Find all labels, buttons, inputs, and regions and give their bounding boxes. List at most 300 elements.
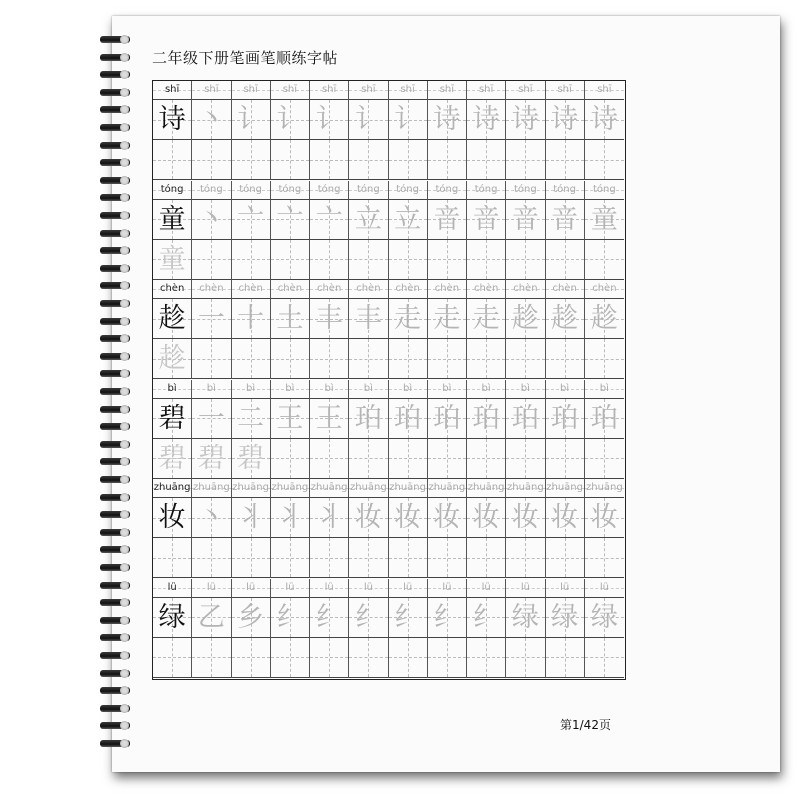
practice-cell	[349, 240, 388, 280]
pinyin-text: chèn	[434, 283, 460, 294]
stroke-order-cell	[192, 598, 231, 638]
pinyin-trace	[271, 380, 310, 399]
trace-character: 亠	[276, 203, 304, 235]
pinyin-trace	[271, 280, 310, 299]
stroke-order-cell	[389, 299, 428, 339]
trace-character: 纟	[472, 601, 500, 633]
practice-cell	[585, 538, 624, 578]
practice-cell	[153, 439, 192, 479]
pinyin-text: shī	[557, 84, 572, 95]
trace-character: 讠	[315, 104, 343, 135]
stroke-order-cell	[428, 399, 467, 439]
pinyin-trace	[310, 479, 349, 498]
spiral-coil	[96, 69, 132, 81]
stroke-order-cell	[232, 498, 271, 538]
spiral-coil	[96, 368, 132, 380]
spiral-coil	[96, 615, 132, 627]
trace-character: 趁	[158, 343, 186, 374]
stroke-order-cell	[389, 100, 428, 140]
spiral-coil	[96, 509, 132, 521]
stroke-order-cell	[585, 399, 624, 439]
stroke-order-cell	[310, 598, 349, 638]
pinyin-text: bì	[442, 382, 452, 394]
practice-cell	[428, 638, 467, 678]
trace-character: 讠	[276, 104, 304, 135]
spiral-coil	[96, 421, 132, 433]
pinyin-trace	[349, 280, 388, 299]
stroke-order-cell	[585, 299, 624, 339]
model-character-cell	[153, 299, 192, 339]
stroke-order-cell	[506, 598, 545, 638]
stroke-order-cell	[546, 200, 585, 240]
pinyin-text: zhuāng	[586, 482, 623, 493]
practice-cell	[428, 240, 467, 280]
stroke-order-cell	[585, 598, 624, 638]
pinyin-trace	[428, 380, 467, 399]
pinyin-trace	[585, 380, 624, 399]
pinyin-trace	[232, 380, 271, 399]
pinyin-trace	[349, 380, 388, 399]
spiral-coil	[96, 685, 132, 697]
pinyin-text: zhuāng	[310, 482, 348, 493]
practice-cell	[389, 638, 428, 678]
stroke-order-cell	[271, 498, 310, 538]
pinyin-trace	[585, 181, 624, 200]
spiral-coil	[96, 122, 132, 134]
pinyin-trace	[428, 579, 467, 598]
practice-cell	[349, 638, 388, 678]
pinyin-text: tóng	[396, 183, 419, 195]
practice-cell	[467, 638, 506, 678]
pinyin-text: chèn	[238, 283, 263, 294]
trace-character: 诗	[472, 104, 500, 135]
spiral-binding	[96, 34, 136, 764]
practice-cell	[506, 638, 545, 678]
trace-character: 妆	[433, 502, 461, 533]
model-character-cell	[153, 498, 192, 538]
stroke-order-cell	[349, 299, 388, 339]
stroke-order-cell	[349, 598, 388, 638]
trace-character: 绿	[511, 601, 539, 633]
pinyin-trace	[467, 479, 506, 498]
practice-cell	[389, 140, 428, 180]
practice-cell	[192, 538, 231, 578]
page-number: 第1/42页	[560, 718, 611, 732]
trace-character: 珀	[511, 402, 539, 434]
practice-cell	[232, 339, 271, 379]
spiral-coil	[96, 157, 132, 169]
spiral-coil	[96, 738, 132, 750]
trace-character: 绿	[551, 601, 579, 633]
stroke-order-cell	[506, 200, 545, 240]
spiral-coil	[96, 632, 132, 644]
pinyin-trace	[192, 81, 231, 100]
trace-character: 珀	[394, 402, 422, 434]
pinyin-trace	[585, 280, 624, 299]
stroke-order-cell	[232, 598, 271, 638]
trace-character: 妆	[472, 502, 500, 533]
pinyin-text: zhuāng	[153, 482, 191, 493]
pinyin-label	[153, 579, 192, 598]
stroke-order-cell	[271, 100, 310, 140]
pinyin-trace	[389, 579, 428, 598]
trace-character: 讠	[354, 104, 382, 135]
pinyin-text: chèn	[473, 283, 499, 294]
pinyin-trace	[389, 181, 428, 200]
practice-cell	[310, 140, 349, 180]
spiral-coil	[96, 597, 132, 609]
trace-character: 土	[276, 303, 304, 334]
trace-character: 丶	[197, 502, 225, 533]
spiral-coil	[96, 263, 132, 275]
practice-cell	[349, 439, 388, 479]
stroke-order-cell	[467, 598, 506, 638]
pinyin-text: lǜ	[481, 581, 491, 593]
trace-character: 碧	[237, 442, 265, 474]
trace-character: 王	[315, 402, 343, 434]
trace-character: 珀	[354, 402, 382, 434]
spiral-coil	[96, 333, 132, 345]
stroke-order-cell	[349, 100, 388, 140]
spiral-coil	[96, 245, 132, 257]
pinyin-text: zhuāng	[389, 482, 426, 493]
pinyin-trace	[428, 81, 467, 100]
pinyin-label	[153, 479, 192, 498]
stroke-order-cell	[232, 200, 271, 240]
practice-cell	[192, 339, 231, 379]
model-character: 诗	[158, 104, 186, 135]
stroke-order-cell	[428, 299, 467, 339]
trace-character: 十	[237, 303, 265, 334]
stroke-order-cell	[546, 299, 585, 339]
pinyin-trace	[271, 81, 310, 100]
practice-cell	[467, 240, 506, 280]
spiral-coil	[96, 544, 132, 556]
trace-character: 趁	[551, 303, 579, 334]
pinyin-trace	[506, 579, 545, 598]
pinyin-trace	[232, 81, 271, 100]
pinyin-trace	[467, 579, 506, 598]
trace-character: 立	[394, 203, 422, 235]
spiral-coil	[96, 650, 132, 662]
stroke-order-cell	[546, 498, 585, 538]
stroke-order-cell	[349, 498, 388, 538]
practice-cell	[232, 638, 271, 678]
spiral-coil	[96, 140, 132, 152]
pinyin-trace	[546, 280, 585, 299]
pinyin-text: bì	[167, 382, 177, 394]
pinyin-text: bì	[403, 382, 413, 394]
pinyin-text: shī	[361, 84, 376, 95]
practice-cell	[506, 140, 545, 180]
stroke-order-cell	[389, 498, 428, 538]
pinyin-text: shī	[321, 84, 337, 95]
stroke-order-cell	[428, 598, 467, 638]
pinyin-text: bì	[481, 382, 491, 394]
pinyin-trace	[271, 181, 310, 200]
stroke-order-cell	[428, 498, 467, 538]
stroke-order-cell	[349, 399, 388, 439]
pinyin-text: chèn	[159, 283, 185, 294]
model-character-cell	[153, 598, 192, 638]
pinyin-text: tóng	[239, 183, 262, 195]
practice-cell	[585, 240, 624, 280]
pinyin-trace	[428, 479, 467, 498]
trace-character: 走	[394, 303, 422, 334]
practice-cell	[232, 538, 271, 578]
trace-character: 丬	[315, 502, 343, 533]
pinyin-text: shī	[478, 84, 494, 95]
practice-cell	[428, 339, 467, 379]
pinyin-trace	[271, 479, 310, 498]
pinyin-text: lǜ	[285, 581, 295, 593]
practice-cell	[389, 538, 428, 578]
pinyin-text: lǜ	[167, 581, 177, 593]
pinyin-trace	[467, 380, 506, 399]
practice-cell	[467, 538, 506, 578]
stroke-order-cell	[232, 399, 271, 439]
trace-character: 亠	[315, 203, 343, 235]
stroke-order-cell	[389, 399, 428, 439]
trace-character: 乙	[197, 601, 225, 633]
trace-character: 童	[590, 203, 618, 235]
pinyin-text: shī	[597, 84, 612, 95]
stroke-order-cell	[467, 299, 506, 339]
spiral-coil	[96, 527, 132, 539]
pinyin-text: zhuāng	[546, 482, 583, 493]
spiral-coil	[96, 668, 132, 680]
practice-cell	[506, 339, 545, 379]
pinyin-label	[153, 181, 192, 200]
pinyin-trace	[310, 181, 349, 200]
pinyin-text: lǜ	[363, 581, 373, 593]
pinyin-text: lǜ	[599, 581, 609, 593]
pinyin-trace	[192, 479, 231, 498]
stroke-order-cell	[271, 299, 310, 339]
stroke-order-cell	[192, 200, 231, 240]
stroke-order-cell	[467, 200, 506, 240]
practice-cell	[428, 538, 467, 578]
spiral-coil	[96, 87, 132, 99]
trace-character: 音	[551, 203, 579, 235]
pinyin-trace	[192, 380, 231, 399]
stroke-order-cell	[585, 498, 624, 538]
stroke-order-cell	[349, 200, 388, 240]
trace-character: 一	[197, 303, 225, 334]
stroke-order-cell	[310, 299, 349, 339]
practice-grid	[152, 80, 626, 680]
stroke-order-cell	[467, 399, 506, 439]
stroke-order-cell	[192, 299, 231, 339]
practice-cell	[232, 140, 271, 180]
pinyin-trace	[232, 479, 271, 498]
pinyin-text: lǜ	[560, 581, 570, 593]
pinyin-text: chèn	[395, 283, 420, 294]
pinyin-text: zhuāng	[507, 482, 544, 493]
pinyin-text: zhuāng	[428, 482, 466, 493]
practice-cell	[310, 538, 349, 578]
trace-character: 纟	[276, 601, 304, 633]
trace-character: 纟	[315, 601, 343, 633]
practice-cell	[310, 339, 349, 379]
trace-character: 绿	[590, 601, 618, 633]
spiral-coil	[96, 298, 132, 310]
spiral-coil	[96, 52, 132, 64]
practice-cell	[585, 439, 624, 479]
pinyin-text: zhuāng	[350, 482, 387, 493]
practice-cell	[506, 538, 545, 578]
spiral-coil	[96, 104, 132, 116]
model-character: 妆	[158, 502, 186, 533]
spiral-coil	[96, 562, 132, 574]
practice-cell	[310, 638, 349, 678]
stroke-order-cell	[192, 399, 231, 439]
trace-character: 诗	[433, 104, 461, 135]
pinyin-trace	[546, 479, 585, 498]
character-block	[153, 81, 624, 180]
pinyin-text: tóng	[593, 183, 616, 195]
trace-character: 诗	[590, 104, 618, 135]
practice-cell	[310, 240, 349, 280]
pinyin-text: shī	[400, 84, 415, 95]
trace-character: 纟	[394, 601, 422, 633]
stroke-order-cell	[546, 598, 585, 638]
trace-character: 亠	[237, 203, 265, 235]
pinyin-text: zhuāng	[193, 482, 230, 493]
stroke-order-cell	[192, 498, 231, 538]
trace-character: 音	[472, 203, 500, 235]
trace-character: 珀	[551, 402, 579, 434]
pinyin-trace	[349, 579, 388, 598]
practice-cell	[232, 439, 271, 479]
pinyin-text: lǜ	[324, 581, 334, 593]
practice-cell	[546, 439, 585, 479]
pinyin-text: bì	[560, 382, 570, 394]
spiral-coil	[96, 404, 132, 416]
pinyin-text: shī	[204, 84, 219, 95]
pinyin-text: zhuāng	[232, 482, 269, 493]
pinyin-text: shī	[243, 84, 258, 95]
trace-character: 妆	[354, 502, 382, 533]
trace-character: 妆	[590, 502, 618, 533]
pinyin-trace	[310, 579, 349, 598]
practice-cell	[467, 339, 506, 379]
trace-character: 诗	[511, 104, 539, 135]
pinyin-text: bì	[206, 382, 216, 394]
practice-cell	[192, 240, 231, 280]
spiral-coil	[96, 192, 132, 204]
trace-character: 妆	[394, 502, 422, 533]
trace-character: 妆	[551, 502, 579, 533]
trace-character: 丬	[237, 502, 265, 533]
pinyin-text: tóng	[278, 183, 302, 195]
pinyin-text: chèn	[316, 283, 342, 294]
pinyin-text: zhuāng	[467, 482, 505, 493]
stroke-order-cell	[428, 200, 467, 240]
stroke-order-cell	[271, 399, 310, 439]
practice-cell	[585, 339, 624, 379]
stroke-order-cell	[310, 498, 349, 538]
pinyin-text: chèn	[356, 283, 381, 294]
trace-character: 丰	[315, 303, 343, 334]
pinyin-trace	[506, 280, 545, 299]
stroke-order-cell	[310, 100, 349, 140]
practice-cell	[153, 240, 192, 280]
pinyin-trace	[192, 280, 231, 299]
pinyin-trace	[389, 479, 428, 498]
spiral-coil	[96, 703, 132, 715]
practice-cell	[153, 538, 192, 578]
practice-cell	[271, 339, 310, 379]
stroke-order-cell	[506, 100, 545, 140]
pinyin-text: shī	[282, 84, 298, 95]
pinyin-trace	[546, 81, 585, 100]
trace-character: 王	[276, 402, 304, 434]
model-character: 童	[158, 203, 186, 235]
stroke-order-cell	[506, 299, 545, 339]
spiral-coil	[96, 175, 132, 187]
spiral-coil	[96, 210, 132, 222]
pinyin-trace	[349, 181, 388, 200]
practice-cell	[153, 339, 192, 379]
pinyin-text: tóng	[160, 183, 184, 195]
spiral-coil	[96, 580, 132, 592]
spiral-coil	[96, 439, 132, 451]
stroke-order-cell	[389, 200, 428, 240]
pinyin-text: tóng	[200, 183, 223, 195]
pinyin-label	[153, 81, 192, 100]
pinyin-text: bì	[324, 382, 334, 394]
trace-character: 纟	[354, 601, 382, 633]
trace-character: 纟	[433, 601, 461, 633]
trace-character: 乡	[237, 601, 265, 633]
practice-cell	[467, 439, 506, 479]
practice-cell	[349, 538, 388, 578]
pinyin-trace	[467, 280, 506, 299]
practice-cell	[546, 240, 585, 280]
stroke-order-cell	[192, 100, 231, 140]
trace-character: 诗	[551, 104, 579, 135]
stroke-order-cell	[506, 399, 545, 439]
trace-character: 立	[354, 203, 382, 235]
spiral-coil	[96, 720, 132, 732]
pinyin-trace	[192, 579, 231, 598]
practice-cell	[271, 439, 310, 479]
practice-cell	[232, 240, 271, 280]
practice-cell	[192, 638, 231, 678]
pinyin-text: bì	[246, 382, 256, 394]
trace-character: 珀	[590, 402, 618, 434]
pinyin-trace	[585, 81, 624, 100]
pinyin-trace	[506, 380, 545, 399]
pinyin-text: chèn	[199, 283, 224, 294]
trace-character: 音	[433, 203, 461, 235]
pinyin-text: chèn	[592, 283, 617, 294]
practice-cell	[428, 439, 467, 479]
pinyin-trace	[506, 181, 545, 200]
model-character-cell	[153, 200, 192, 240]
spiral-coil	[96, 474, 132, 486]
trace-character: 童	[158, 243, 186, 275]
pinyin-trace	[546, 579, 585, 598]
pinyin-trace	[389, 380, 428, 399]
trace-character: 走	[433, 303, 461, 334]
trace-character: 妆	[511, 502, 539, 533]
trace-character: 丶	[197, 203, 225, 235]
practice-cell	[310, 439, 349, 479]
practice-cell	[349, 339, 388, 379]
pinyin-text: tóng	[435, 183, 459, 195]
